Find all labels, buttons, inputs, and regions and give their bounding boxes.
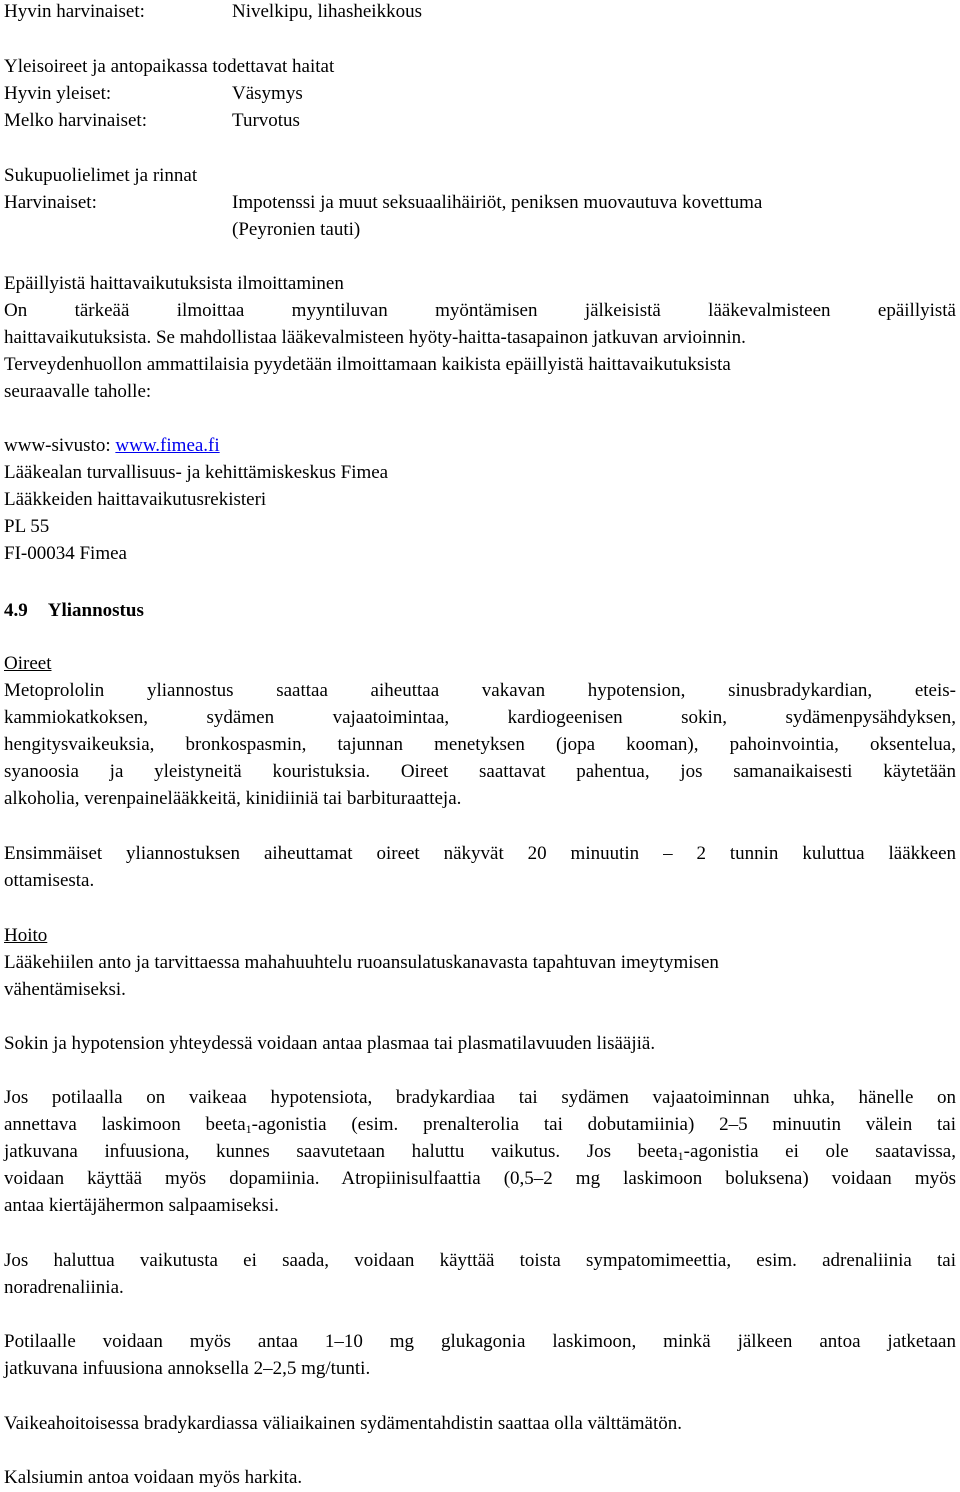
charcoal-text-line: Lääkehiilen anto ja tarvittaessa mahahuuhtelu ruoansulatuskanavasta tapahtuvan imeytymisen xyxy=(4,952,719,973)
reporting-text-line: On tärkeää ilmoittaa myyntiluvan myöntämisen jälkeisistä lääkevalmisteen epäillyistä xyxy=(4,300,956,321)
reporting-text-line: haittavaikutuksista. Se mahdollistaa lääkevalmisteen hyöty-haitta-tasapainon jatkuvan arvioinnin. xyxy=(4,327,746,348)
reporting-text-line: seuraavalle taholle: xyxy=(4,381,152,402)
sympathomimetic-text-line: Jos haluttua vaikutusta ei saada, voidaan käyttää toista sympatomimeettia, esim. adrenaliinia tai xyxy=(4,1250,956,1271)
beta-subscript: 1 xyxy=(245,1122,252,1136)
section-number: 4.9 xyxy=(4,600,28,621)
charcoal-text-line: vähentämiseksi. xyxy=(4,979,126,1000)
beta-text-line xyxy=(4,1111,956,1138)
subheading-symptoms: Oireet xyxy=(4,653,52,674)
address-line: Lääkkeiden haittavaikutusrekisteri xyxy=(4,489,267,510)
website-label: www-sivusto: xyxy=(4,435,111,456)
beta-text-part: jatkuvana infuusiona, kunnes saavutetaan haluttu vaikutus. Jos beeta xyxy=(4,1141,678,1162)
beta-text-line: antaa kiertäjähermon salpaamiseksi. xyxy=(4,1195,279,1216)
reporting-text-line: Terveydenhuollon ammattilaisia pyydetään ilmoittamaan kaikista epäillyistä haittavaikutuksista xyxy=(4,354,731,375)
adverse-effect-peyronie: (Peyronien tauti) xyxy=(232,219,361,240)
address-line: PL 55 xyxy=(4,516,50,537)
glucagon-text-line: Potilaalle voidaan myös antaa 1–10 mg glukagonia laskimoon, minkä jälkeen antoa jatketaan xyxy=(4,1331,956,1352)
calcium-text: Kalsiumin antoa voidaan myös harkita. xyxy=(4,1467,303,1488)
beta-text-part: -agonistia ei ole saatavissa, xyxy=(683,1141,956,1162)
symptoms-text-line: Metoprololin yliannostus saattaa aiheuttaa vakavan hypotension, sinusbradykardian, eteis- xyxy=(4,680,956,701)
section-title-reproductive: Sukupuolielimet ja rinnat xyxy=(4,165,198,186)
symptoms-text-line: syanoosia ja yleistyneitä kouristuksia. Oireet saattavat pahentua, jos samanaikaisesti käytetään xyxy=(4,761,956,782)
sympathomimetic-text-line: noradrenaliinia. xyxy=(4,1277,124,1298)
fimea-website-link[interactable]: www.fimea.fi xyxy=(115,435,220,456)
beta-text-line xyxy=(4,1138,956,1165)
beta-text-part: -agonistia (esim. prenalterolia tai dobutamiinia) 2–5 minuutin välein tai xyxy=(251,1114,956,1135)
frequency-label-rare: Harvinaiset: xyxy=(4,192,97,213)
symptoms-text-line: kammiokatkoksen, sydämen vajaatoimintaa, kardiogeenisen sokin, sydämenpysähdyksen, xyxy=(4,707,956,728)
adverse-effect-fatigue: Väsymys xyxy=(232,83,303,104)
website-row xyxy=(4,432,220,459)
shock-text: Sokin ja hypotension yhteydessä voidaan antaa plasmaa tai plasmatilavuuden lisääjiä. xyxy=(4,1033,656,1054)
beta-text-line: Jos potilaalla on vaikeaa hypotensiota, bradykardiaa tai sydämen vajaatoiminnan uhka, hänelle on xyxy=(4,1087,956,1108)
address-line: FI-00034 Fimea xyxy=(4,543,127,564)
section-title-reporting: Epäillyistä haittavaikutuksista ilmoittaminen xyxy=(4,273,344,294)
onset-text-line: Ensimmäiset yliannostuksen aiheuttamat oireet näkyvät 20 minuutin – 2 tunnin kuluttua lääkkeen xyxy=(4,843,956,864)
pacemaker-text: Vaikeahoitoisessa bradykardiassa väliaikainen sydämentahdistin saattaa olla välttämätön. xyxy=(4,1413,682,1434)
beta-subscript: 1 xyxy=(677,1149,684,1163)
beta-text-part: annettava laskimoon beeta xyxy=(4,1114,246,1135)
glucagon-text-line: jatkuvana infuusiona annoksella 2–2,5 mg/tunti. xyxy=(4,1358,371,1379)
symptoms-text-line: alkoholia, verenpainelääkkeitä, kinidiiniä tai barbituraatteja. xyxy=(4,788,462,809)
adverse-effects-very-rare: Nivelkipu, lihasheikkous xyxy=(232,1,422,22)
frequency-label-very-rare: Hyvin harvinaiset: xyxy=(4,1,145,22)
beta-text-line: voidaan käyttää myös dopamiinia. Atropiinisulfaattia (0,5–2 mg laskimoon boluksena) voidaan myös xyxy=(4,1168,956,1189)
address-line: Lääkealan turvallisuus- ja kehittämiskeskus Fimea xyxy=(4,462,389,483)
symptoms-text-line: hengitysvaikeuksia, bronkospasmin, tajunnan menetyksen (jopa kooman), pahoinvointia, oksentelua, xyxy=(4,734,956,755)
frequency-label-uncommon: Melko harvinaiset: xyxy=(4,110,147,131)
section-heading-overdose xyxy=(4,597,144,624)
adverse-effect-impotence: Impotenssi ja muut seksuaalihäiriöt, peniksen muovautuva kovettuma xyxy=(232,192,763,213)
section-title-general-disorders: Yleisoireet ja antopaikassa todettavat haitat xyxy=(4,56,335,77)
frequency-label-very-common: Hyvin yleiset: xyxy=(4,83,112,104)
onset-text-line: ottamisesta. xyxy=(4,870,95,891)
adverse-effect-edema: Turvotus xyxy=(232,110,300,131)
subheading-treatment: Hoito xyxy=(4,925,48,946)
section-title: Yliannostus xyxy=(47,600,144,621)
